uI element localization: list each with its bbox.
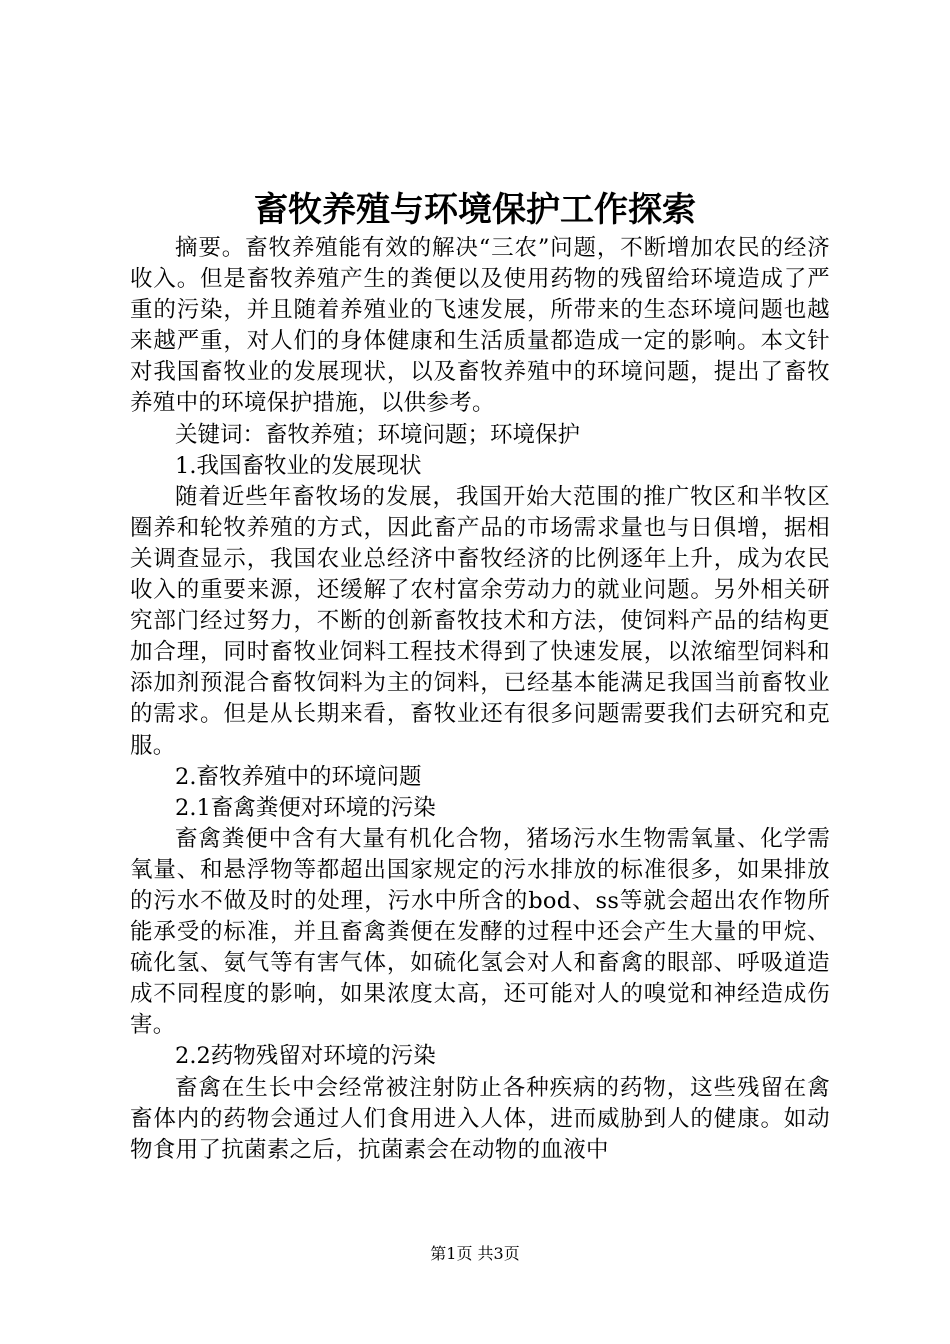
body-paragraph: 畜禽粪便中含有大量有机化合物，猪场污水生物需氧量、化学需氧量、和悬浮物等都超出国家规定的污水排放的标准很多，如果排放的污水不做及时的处理，污水中所含的bod、ss等就会超出农作物所能承受的标准，并且畜禽粪便在发酵的过程中还会产生大量的甲烷、硫化氢、氨气等有害气体，如硫化氢会对人和畜禽的眼部、呼吸道造成不同程度的影响，如果浓度太高，还可能对人的嗅觉和神经造成伤害。 [130, 825, 830, 1039]
subsection-heading-2-2: 2.2药物残留对环境的污染 [175, 1043, 436, 1070]
document-body [130, 233, 830, 1166]
body-paragraph: 畜禽在生长中会经常被注射防止各种疾病的药物，这些残留在禽畜体内的药物会通过人们食用进入人体，进而威胁到人的健康。如动物食用了抗菌素之后，抗菌素会在动物的血液中 [130, 1074, 830, 1163]
section-heading-1: 1.我国畜牧业的发展现状 [175, 452, 422, 479]
section-heading-2: 2.畜牧养殖中的环境问题 [175, 763, 422, 790]
page-number-footer: 第1页 共3页 [430, 1244, 520, 1263]
keywords-line: 关键词：畜牧养殖；环境问题；环境保护 [175, 421, 581, 448]
body-paragraph: 随着近些年畜牧场的发展，我国开始大范围的推广牧区和半牧区圈养和轮牧养殖的方式，因此畜产品的市场需求量也与日俱增，据相关调查显示，我国农业总经济中畜牧经济的比例逐年上升，成为农民收入的重要来源，还缓解了农村富余劳动力的就业问题。另外相关研究部门经过努力，不断的创新畜牧技术和方法，使饲料产品的结构更加合理，同时畜牧业饲料工程技术得到了快速发展，以浓缩型饲料和添加剂预混合畜牧饲料为主的饲料，已经基本能满足我国当前畜牧业的需求。但是从长期来看，畜牧业还有很多问题需要我们去研究和克服。 [130, 483, 830, 759]
document-title: 畜牧养殖与环境保护工作探索 [254, 190, 696, 230]
subsection-heading-2-1: 2.1畜禽粪便对环境的污染 [175, 794, 436, 821]
abstract-paragraph: 摘要。畜牧养殖能有效的解决“三农”问题，不断增加农民的经济收入。但是畜牧养殖产生的粪便以及使用药物的残留给环境造成了严重的污染，并且随着养殖业的飞速发展，所带来的生态环境问题也越来越严重，对人们的身体健康和生活质量都造成一定的影响。本文针对我国畜牧业的发展现状，以及畜牧养殖中的环境问题，提出了畜牧养殖中的环境保护措施，以供参考。 [130, 235, 830, 417]
